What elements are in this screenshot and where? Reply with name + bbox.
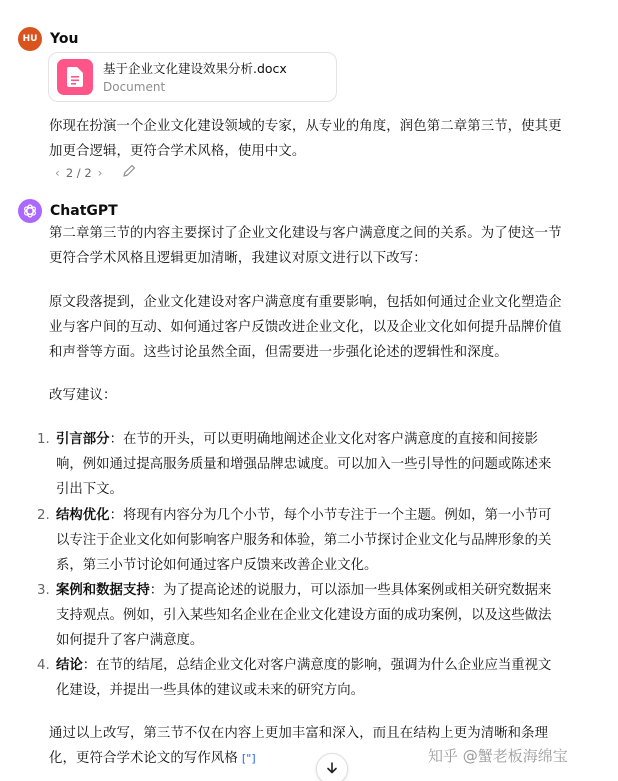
user-message-text (49, 114, 605, 164)
paragraph-line: 和声誉等方面。这些讨论虽然全面，但需要进一步强化论述的逻辑性和深度。 (49, 345, 508, 360)
edit-pencil-icon[interactable] (122, 164, 136, 181)
assistant-paragraph (49, 290, 605, 365)
intro-line: 更符合学术风格且逻辑更加清晰，我建议对原文进行以下改写： (49, 251, 427, 266)
list-item-title: 结构优化 (56, 508, 110, 523)
user-text-line: 你现在扮演一个企业文化建设领域的专家，从专业的角度，润色第二章第三节，使其更 (49, 119, 562, 134)
pager-count: 2 / 2 (65, 165, 92, 180)
assistant-message-header (18, 199, 118, 223)
assistant-intro (49, 221, 605, 271)
citation-link[interactable]: ["] (241, 752, 256, 765)
list-item (37, 427, 603, 502)
chevron-left-icon[interactable]: ‹ (55, 165, 60, 180)
intro-line: 第二章第三节的内容主要探讨了企业文化建设与客户满意度之间的关系。为了使这一节 (49, 226, 562, 241)
attached-file-card[interactable] (48, 52, 337, 102)
user-author-name: You (50, 31, 79, 47)
chevron-right-icon[interactable]: › (97, 165, 103, 180)
scroll-down-button[interactable] (316, 753, 348, 781)
chatgpt-logo-icon (18, 199, 42, 223)
conclusion-line: 通过以上改写，第三节不仅在内容上更加丰富和深入，而且在结构上更为清晰和条理 (49, 726, 549, 741)
list-item-text: 引出下文。 (56, 482, 123, 497)
list-number: 1. (37, 432, 50, 447)
list-item-text: 如何提升了客户满意度。 (56, 633, 204, 648)
list-item-text: 支持观点。例如，引入某些知名企业在企业文化建设方面的成功案例，以及这些做法 (56, 608, 552, 623)
file-type: Document (103, 79, 166, 94)
file-name: 基于企业文化建设效果分析.docx (103, 60, 287, 76)
list-item (37, 578, 603, 653)
list-number: 3. (37, 583, 50, 598)
user-message-header (18, 27, 78, 51)
list-item (37, 503, 603, 578)
paragraph-line: 原文段落提到，企业文化建设对客户满意度有重要影响，包括如何通过企业文化塑造企 (49, 295, 562, 310)
list-item-text: ：在节的结尾，总结企业文化对客户满意度的影响，强调为什么企业应当重视文 (82, 658, 552, 673)
arrow-down-icon (325, 760, 339, 779)
user-avatar: HU (18, 27, 42, 51)
watermark-text: 知乎 @蟹老板海绵宝 (428, 747, 568, 765)
response-pager (49, 164, 136, 181)
list-item-text: ：为了提高论述的说服力，可以添加一些具体案例或相关研究数据来 (149, 583, 552, 598)
list-item-text: 系，第三小节讨论如何通过客户反馈来改善企业文化。 (56, 558, 378, 573)
paragraph-line: 业与客户间的互动、如何通过客户反馈改进企业文化，以及企业文化如何提升品牌价值 (49, 320, 562, 335)
list-item-title: 结论 (56, 658, 83, 673)
list-item-title: 引言部分 (56, 432, 110, 447)
suggestions-heading: 改写建议： (49, 388, 117, 403)
conclusion-line: 化，更符合学术论文的写作风格 (49, 751, 238, 766)
list-item-text: 以专注于企业文化如何影响客户服务和体验，第二小节探讨企业文化与品牌形象的关 (56, 533, 552, 548)
list-item-text: 化建设，并提出一些具体的建议或未来的研究方向。 (56, 683, 364, 698)
list-item-text: ：将现有内容分为几个小节，每个小节专注于一个主题。例如，第一小节可 (109, 508, 552, 523)
list-item-text: 响，例如通过提高服务质量和增强品牌忠诚度。可以加入一些引导性的问题或陈述来 (56, 457, 552, 472)
user-text-line: 加更合逻辑，更符合学术风格，使用中文。 (49, 144, 306, 159)
list-item (37, 653, 603, 703)
list-item-text: ：在节的开头，可以更明确地阐述企业文化对客户满意度的直接和间接影 (109, 432, 539, 447)
list-item-title: 案例和数据支持 (56, 583, 150, 598)
assistant-author-name: ChatGPT (50, 203, 118, 219)
list-number: 2. (37, 508, 50, 523)
document-icon (57, 59, 93, 95)
list-number: 4. (37, 658, 50, 673)
